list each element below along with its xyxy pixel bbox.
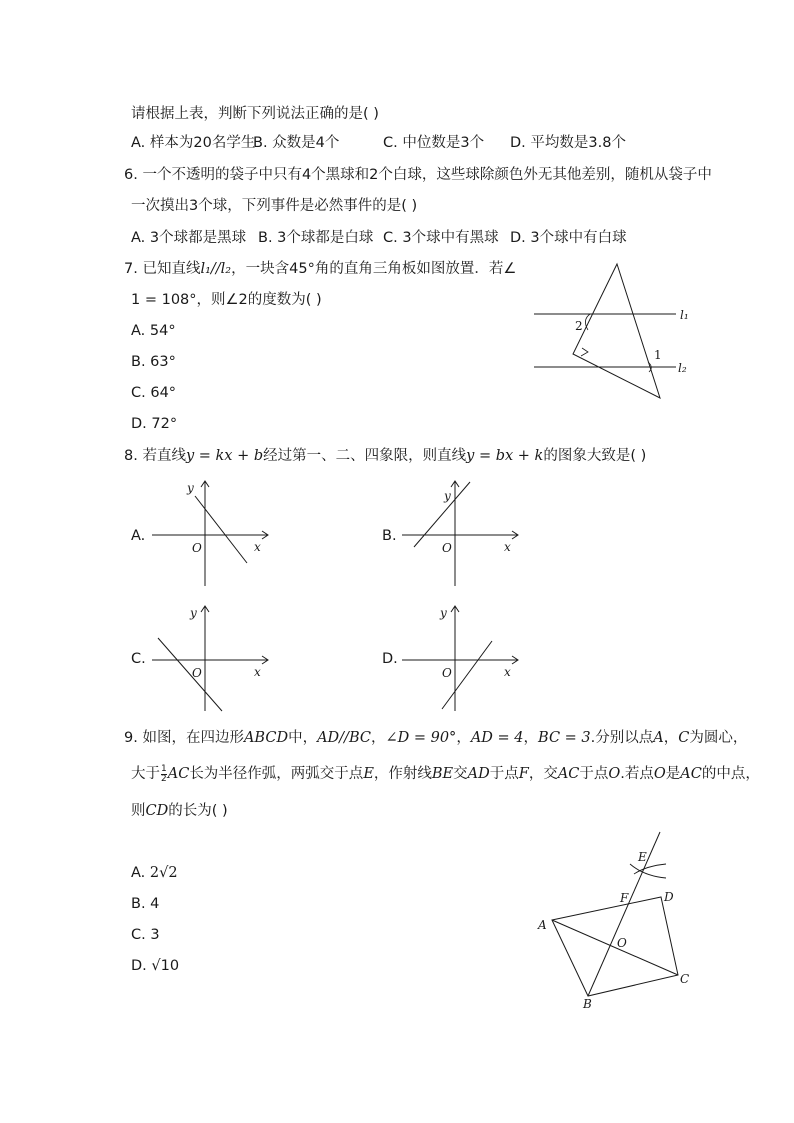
q9-figure xyxy=(530,826,700,1011)
svg-text:x: x xyxy=(504,540,511,554)
q9-option-d: D. √10 xyxy=(131,958,180,974)
q9-arc-2 xyxy=(634,864,666,874)
q9-option-c: C. 3 xyxy=(131,927,160,943)
q9-label-D: D xyxy=(664,890,674,904)
q6-option-a: A. 3个球都是黑球 xyxy=(131,230,247,246)
q7-number: 7. xyxy=(124,261,138,277)
q7-label-angle1: 1 xyxy=(654,348,662,362)
q7-option-d: D. 72° xyxy=(131,416,178,432)
q7-line1: 7. 已知直线l₁//l₂，一块含45°角的直角三角板如图放置．若∠ xyxy=(124,261,517,277)
svg-text:O: O xyxy=(192,541,202,555)
q7-label-l1: l₁ xyxy=(680,308,689,322)
q8-option-b-label: B. xyxy=(382,528,397,544)
q9-fraction: $\frac{1}{2}$ xyxy=(161,763,167,784)
q5-option-c: C. 中位数是3个 xyxy=(383,135,485,151)
q8-graph-b-line xyxy=(414,482,470,547)
q9-quadrilateral xyxy=(552,897,678,996)
q7-option-a: A. 54° xyxy=(131,323,176,339)
q5-option-b: B. 众数是4个 xyxy=(253,135,340,151)
q6-line2: 一次摸出3个球，下列事件是必然事件的是( ) xyxy=(131,198,418,214)
q8-stem: 8. 若直线y = kx + b经过第一、二、四象限，则直线y = bx + k的图象大致是( ) xyxy=(124,448,647,464)
svg-text:O: O xyxy=(442,666,452,680)
q6-number: 6. xyxy=(124,167,138,183)
q9-label-O: O xyxy=(617,936,627,950)
q8-option-d-label: D. xyxy=(382,651,398,667)
q6-line1: 6. 一个不透明的袋子中只有4个黑球和2个白球，这些球除颜色外无其他差别，随机从袋子中 xyxy=(124,167,712,183)
svg-text:y: y xyxy=(190,606,197,620)
svg-text:x: x xyxy=(504,665,511,679)
q9-label-C: C xyxy=(680,972,690,986)
q8-graph-a xyxy=(150,478,275,590)
q8-graph-a-line xyxy=(195,496,247,563)
q8-option-c-label: C. xyxy=(131,651,146,667)
svg-text:x: x xyxy=(254,665,261,679)
q9-ray-be xyxy=(588,832,660,996)
q7-triangle xyxy=(573,264,660,398)
q9-label-B: B xyxy=(583,997,592,1011)
svg-text:x: x xyxy=(254,540,261,554)
q7-label-angle2: 2 xyxy=(575,319,583,333)
q6-option-d: D. 3个球中有白球 xyxy=(510,230,627,246)
q9-line1: 9. 如图，在四边形ABCD中，AD//BC，∠D = 90°，AD = 4，BC = 3.分别以点A，C为圆心， xyxy=(124,730,748,746)
svg-text:y: y xyxy=(444,489,451,503)
q7-option-c: C. 64° xyxy=(131,385,177,401)
q7-label-l2: l₂ xyxy=(678,361,687,375)
q9-option-b: B. 4 xyxy=(131,896,160,912)
q8-graph-d xyxy=(400,603,525,715)
q9-option-a: A. 2√2 xyxy=(131,865,178,881)
svg-text:y: y xyxy=(187,481,194,495)
q9-diagonal-ac xyxy=(552,920,678,975)
q9-line3: 则CD的长为( ) xyxy=(131,803,228,819)
q8-number: 8. xyxy=(124,448,138,464)
q7-line2: 1 = 108°，则∠2的度数为( ) xyxy=(131,292,322,308)
q7-right-angle-mark xyxy=(581,348,588,356)
svg-text:y: y xyxy=(440,606,447,620)
q9-line2: 大于 $\frac{1}{2}$ AC长为半径作弧，两弧交于点E，作射线BE交AD于点F，交AC于点O.若点O是AC的中点， xyxy=(131,763,760,784)
q6-option-c: C. 3个球中有黑球 xyxy=(383,230,499,246)
q5-option-a: A. 样本为20名学生 xyxy=(131,135,256,151)
q9-label-F: F xyxy=(620,891,629,905)
q7-figure xyxy=(530,258,700,403)
q8-graph-c-line xyxy=(158,638,222,711)
svg-text:O: O xyxy=(192,666,202,680)
q8-option-a-label: A. xyxy=(131,528,146,544)
q9-number: 9. xyxy=(124,730,138,746)
q5-option-d: D. 平均数是3.8个 xyxy=(510,135,626,151)
q7-option-b: B. 63° xyxy=(131,354,176,370)
q5-stem: 请根据上表，判断下列说法正确的是( ) xyxy=(131,106,379,122)
q8-graph-b xyxy=(400,478,525,590)
svg-text:O: O xyxy=(442,541,452,555)
q6-option-b: B. 3个球都是白球 xyxy=(258,230,374,246)
q9-label-A: A xyxy=(538,918,547,932)
q8-graph-c xyxy=(150,603,275,715)
q9-label-E: E xyxy=(638,850,647,864)
q9-arc-1 xyxy=(630,864,666,878)
